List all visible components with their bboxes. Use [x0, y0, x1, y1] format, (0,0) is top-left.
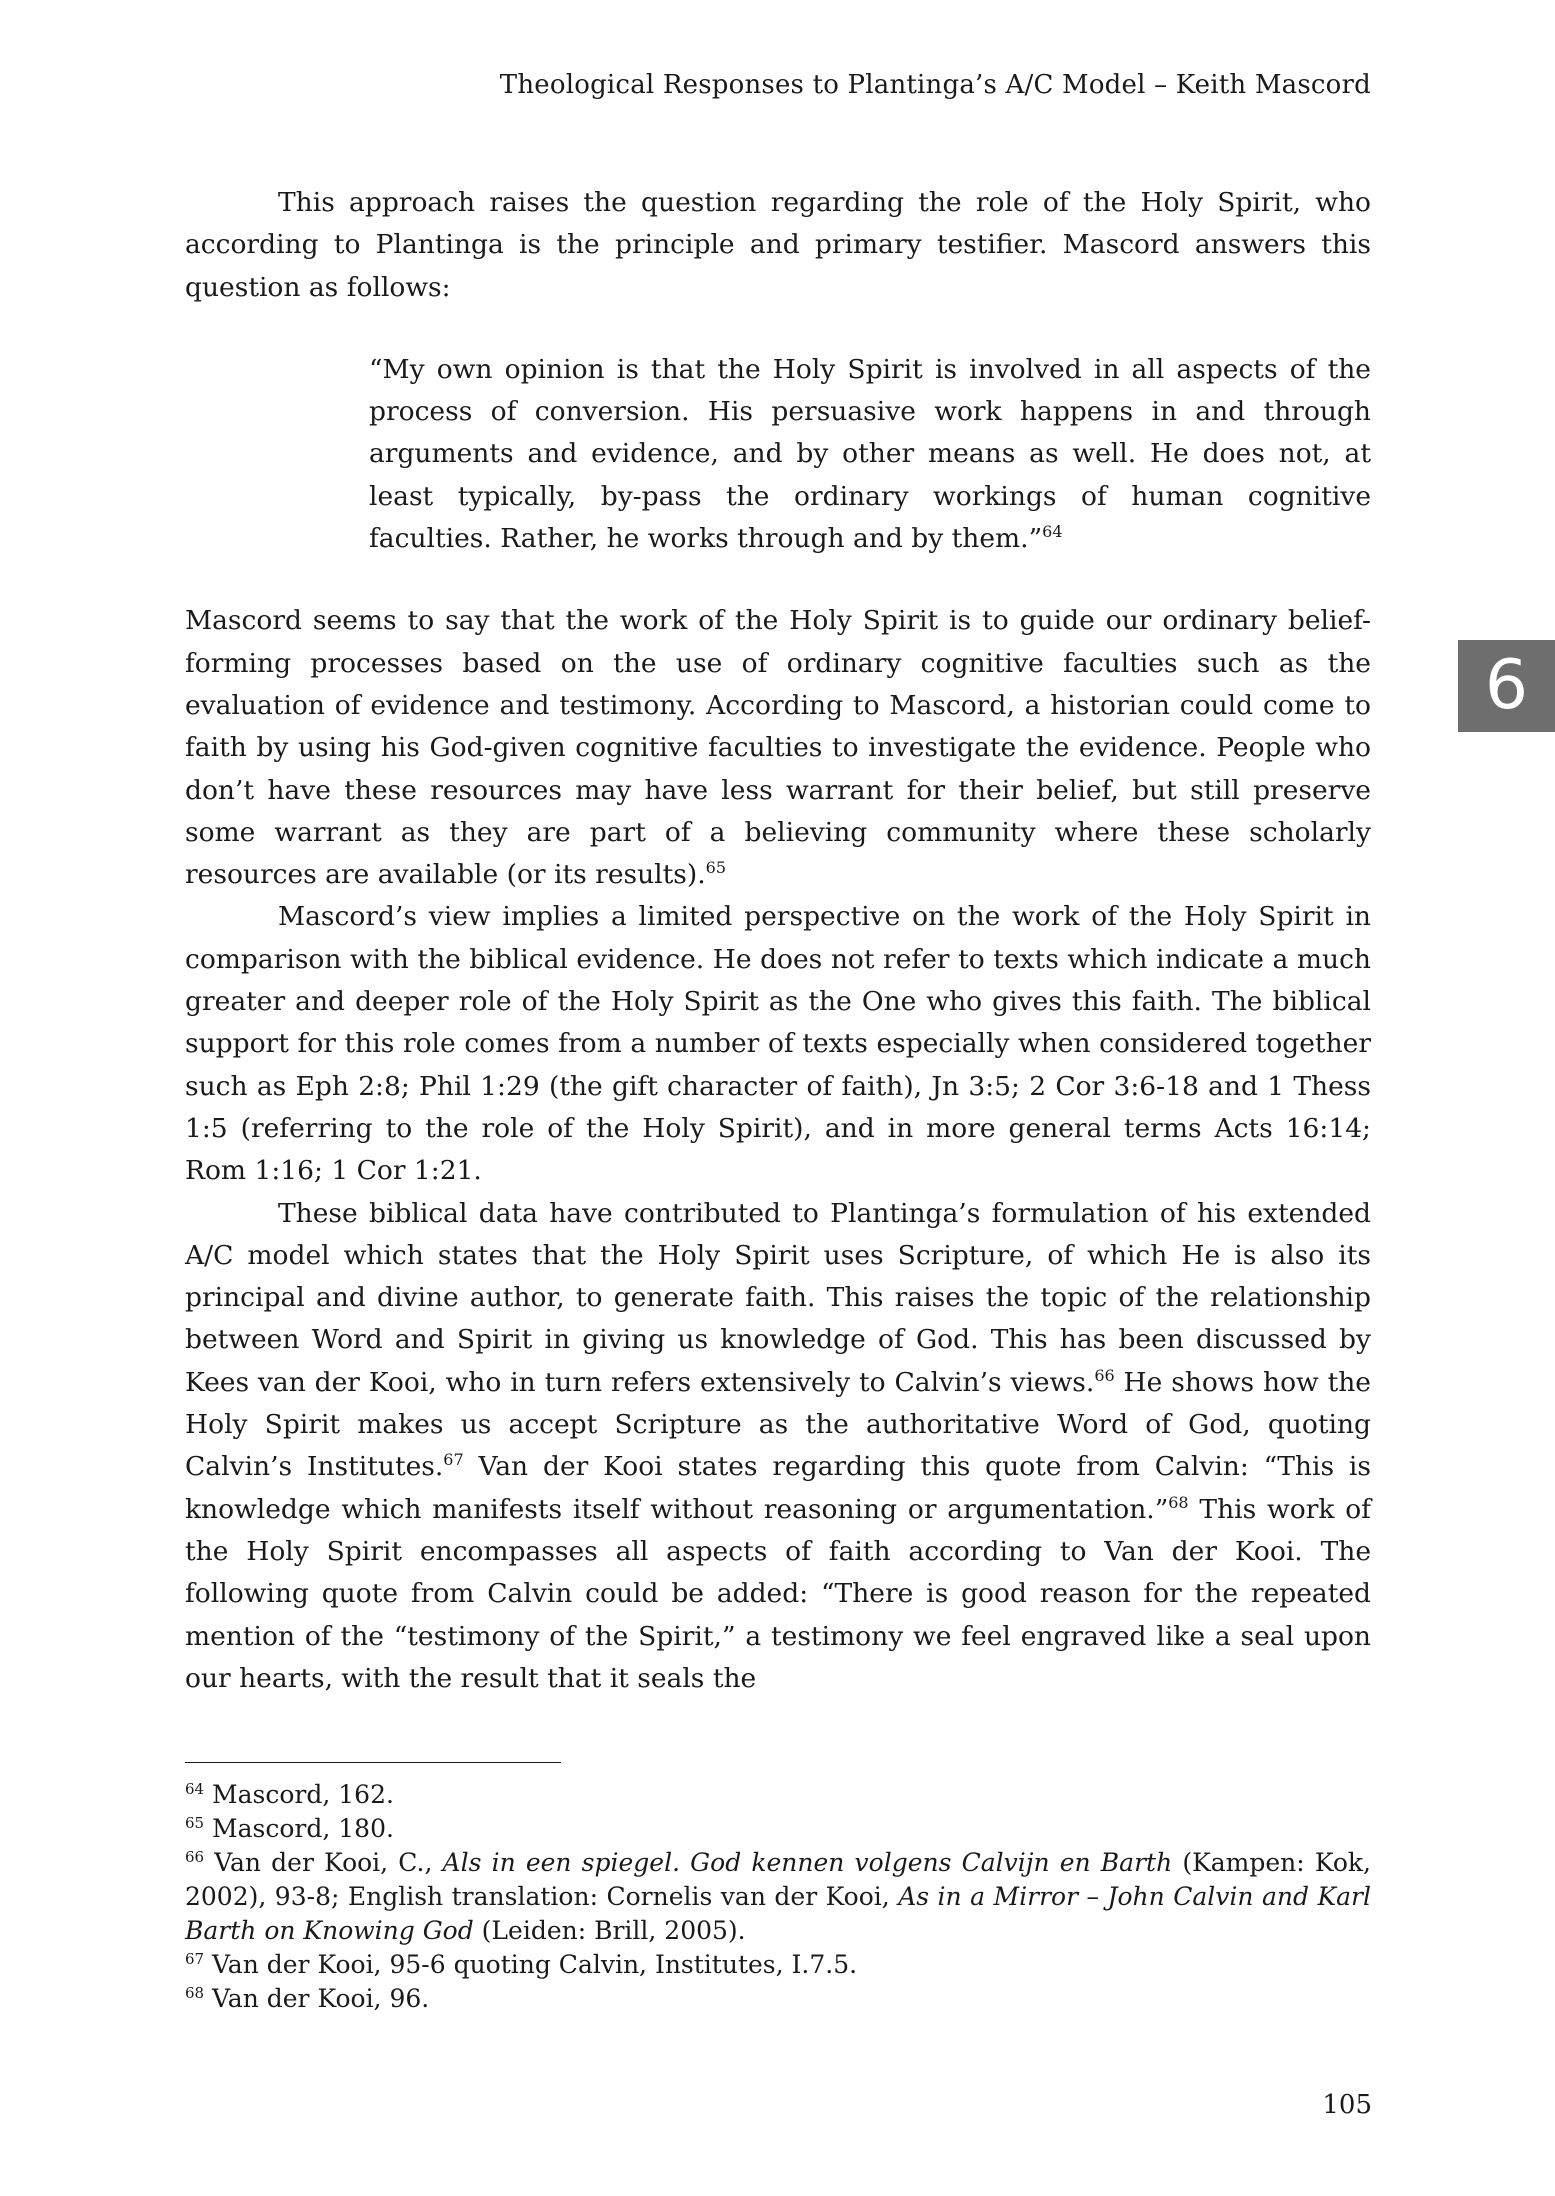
- footnote-title-english: As in a Mirror – John Calvin and Karl Barth on Knowing God: [185, 1882, 1371, 1945]
- footnote-text: Mascord, 180.: [212, 1814, 394, 1843]
- footnote-divider: [185, 1762, 561, 1763]
- body-paragraph-3: [185, 896, 1371, 1192]
- footnote-66: [185, 1846, 1371, 1948]
- main-text: [185, 182, 1371, 1700]
- running-header: Theological Responses to Plantinga’s A/C Model – Keith Mascord: [499, 70, 1371, 100]
- footnote-title-dutch: Als in een spiegel. God kennen volgens Calvijn en Barth: [442, 1848, 1173, 1877]
- chapter-tab: 6: [1458, 640, 1555, 732]
- footnote-64: [185, 1778, 1371, 1812]
- footnote-number: 65: [185, 1814, 205, 1832]
- footnote-text: Van der Kooi, 95-6 quoting Calvin, Institutes, I.7.5.: [212, 1950, 858, 1979]
- footnote-65: [185, 1812, 1371, 1846]
- footnote-text: Mascord, 162.: [212, 1780, 394, 1809]
- footnote-ref-65[interactable]: 65: [705, 858, 727, 878]
- footnote-number: 66: [185, 1848, 205, 1866]
- block-quote-text: “My own opinion is that the Holy Spirit is involved in all aspects of the process of conversion. His persuasive work happens in and through arguments and evidence, and by other means as well. He does not, at least typically, by-pass the ordinary workings of human cognitive faculties. Rather, he works through and by them.”: [369, 353, 1371, 555]
- footnote-text: (Kampen: Kok, 2002), 93-8; English translation: Cornelis van der Kooi,: [185, 1848, 1371, 1911]
- intro-text: This approach raises the question regarding the role of the Holy Spirit, who according to Plantinga is the principle and primary testifier. Mascord answers this question as follows:: [185, 187, 1371, 303]
- body-paragraph-4-part-4: This work of the Holy Spirit encompasses all aspects of faith according to Van der Kooi. The following quote from Calvin could be added: “There is good reason for the repeated mention of the “testimony of the Spirit,” a testimony we feel engraved like a seal upon our hearts, with the result that it seals the: [185, 1493, 1371, 1694]
- footnote-text: Van der Kooi, C.,: [214, 1848, 443, 1877]
- block-quote: [369, 349, 1371, 560]
- body-paragraph-3-text: Mascord’s view implies a limited perspective on the work of the Holy Spirit in comparison with the biblical evidence. He does not refer to texts which indicate a much greater and deeper role of the Holy Spirit as the One who gives this faith. The biblical support for this role comes from a number of texts especially when considered together such as Eph 2:8; Phil 1:29 (the gift character of faith), Jn 3:5; 2 Cor 3:6-18 and 1 Thess 1:5 (referring to the role of the Holy Spirit), and in more general terms Acts 16:14; Rom 1:16; 1 Cor 1:21.: [185, 901, 1371, 1187]
- footnote-number: 68: [185, 1984, 205, 2002]
- footnote-ref-64[interactable]: 64: [1042, 522, 1063, 542]
- footnote-number: 64: [185, 1780, 205, 1798]
- body-paragraph-4-part-3: Van der Kooi states regarding this quote from Calvin: “This is knowledge which manifests itself without reasoning or argumentation.”: [185, 1451, 1371, 1525]
- body-paragraph-2-text: Mascord seems to say that the work of the Holy Spirit is to guide our ordinary belief-forming processes based on the use of ordinary cognitive faculties such as the evaluation of evidence and testimony. According to Mascord, a historian could come to faith by using his God-given cognitive faculties to investigate the evidence. People who don’t have these resources may have less warrant for their belief, but still preserve some warrant as they are part of a believing community where these scholarly resources are available (or its results).: [185, 605, 1371, 891]
- footnote-ref-67[interactable]: 67: [443, 1450, 464, 1470]
- footnote-67: [185, 1948, 1371, 1982]
- body-paragraph-4-part-2: He shows how the Holy Spirit makes us accept Scripture as the authoritative Word of God, quoting Calvin’s Institutes.: [185, 1366, 1371, 1483]
- body-paragraph-4: [185, 1193, 1371, 1701]
- footnotes: [185, 1778, 1371, 2016]
- footnote-text: (Leiden: Brill, 2005).: [473, 1916, 746, 1945]
- footnote-text: Van der Kooi, 96.: [212, 1984, 430, 2013]
- page-number: 105: [1322, 2090, 1372, 2120]
- body-paragraph-4-part-1: These biblical data have contributed to Plantinga’s formulation of his extended A/C model which states that the Holy Spirit uses Scripture, of which He is also its principal and divine author, to generate faith. This raises the topic of the relationship between Word and Spirit in giving us knowledge of God. This has been discussed by Kees van der Kooi, who in turn refers extensively to Calvin’s views.: [185, 1197, 1371, 1398]
- footnote-number: 67: [185, 1950, 205, 1968]
- body-paragraph-2: [185, 600, 1371, 896]
- footnote-ref-68[interactable]: 68: [1168, 1492, 1189, 1512]
- footnote-ref-66[interactable]: 66: [1094, 1365, 1115, 1385]
- intro-paragraph: [185, 182, 1371, 309]
- footnote-68: [185, 1982, 1371, 2016]
